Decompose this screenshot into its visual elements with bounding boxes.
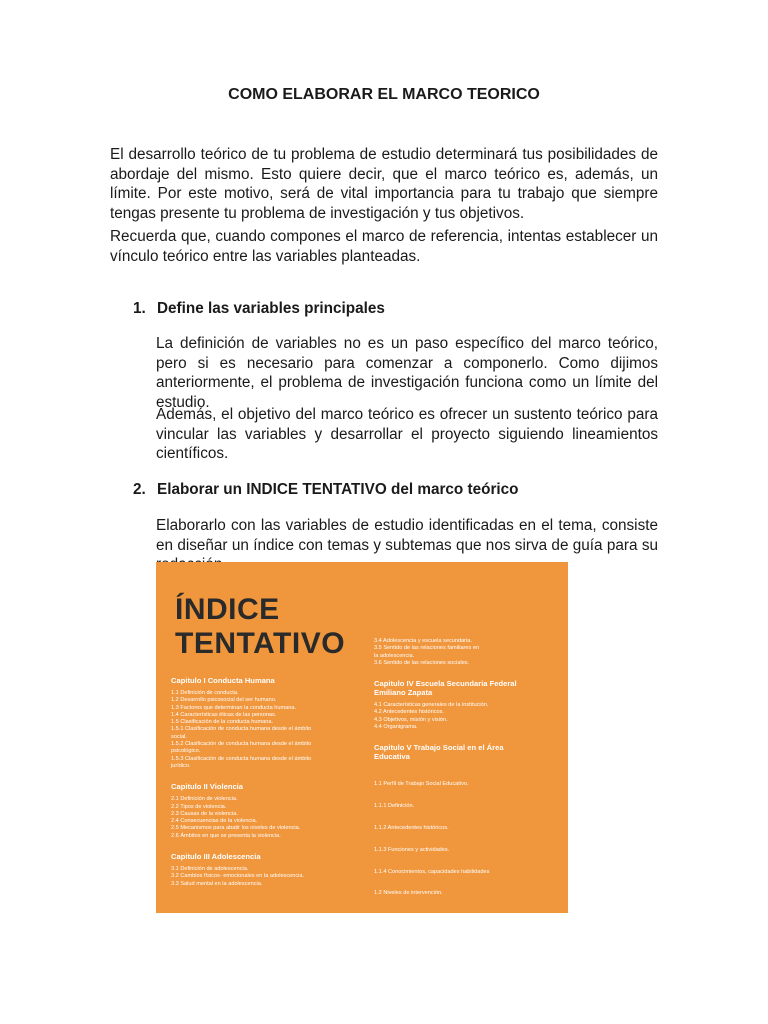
index-line: 3.3 Salud mental en la adolescencia.	[171, 880, 263, 887]
index-line: 2.2 Tipos de violencia.	[171, 803, 227, 810]
chapter-heading: Capitulo II Violencia	[171, 782, 244, 792]
index-line: 6.2 Elaboración del instrumento.	[374, 945, 455, 952]
index-line: 1.5.1 Clasificación de conducta humana desde el ámbito	[171, 726, 312, 733]
index-line: 1.2 Desarrollo psicosocial del ser humano.	[171, 697, 277, 704]
chapter-heading: Capitulo III Adolescencia	[171, 852, 261, 862]
index-line: 4.2 Antecedentes históricos.	[374, 709, 444, 716]
index-line: 2.4 Consecuencias de la violencia.	[171, 818, 258, 825]
index-line: 3.4 Adolescencia y escuela secundaria.	[374, 638, 472, 644]
index-line: 4.1 Características generales de la institución.	[374, 702, 489, 709]
page-title: COMO ELABORAR EL MARCO TEORICO	[228, 86, 540, 103]
index-line: 2.5 Mecanismos para abatir los niveles de violencia.	[171, 825, 301, 832]
index-line: 1.4 Características éticas de las personas.	[171, 711, 277, 718]
index-title: TENTATIVO	[175, 627, 346, 660]
index-title: ÍNDICE	[175, 593, 280, 626]
index-column-left	[171, 676, 371, 888]
chapter-heading-line: Capitulo IV Escuela Secundaria Federal	[374, 679, 517, 689]
index-column-right	[374, 638, 559, 975]
chapter-lines	[171, 690, 371, 770]
index-line: 1.1.3 Funciones y actividades.	[374, 846, 450, 853]
index-line: 6.3 Recolección de datos.	[374, 952, 439, 959]
chapter-lines	[171, 866, 371, 888]
chapter-heading-line: Emiliano Zapata	[374, 688, 433, 698]
index-line: 6.4 Presentación de resultados.	[374, 960, 453, 967]
index-line: 6.1 Definición del universo.	[374, 938, 442, 945]
list-item-body: Además, el objetivo del marco teórico es ofrecer un sustento teórico para vincular las variables y desarrollar el proyecto siguiendo lineamientos científicos.	[156, 406, 658, 463]
list-heading-text: Elaborar un INDICE TENTATIVO del marco teórico	[157, 481, 519, 498]
index-line: 4.4 Organigrama.	[374, 724, 418, 731]
index-line: 2.6 Ámbitos en que se presenta la violencia.	[171, 832, 281, 839]
index-line: 3.1 Definición de adolescencia.	[171, 866, 249, 873]
chapter-heading	[374, 679, 559, 697]
index-line: 3.2 Cambios físicos- emocionales en la adolescencia.	[171, 873, 305, 880]
index-line: 1.5.2 Clasificación de conducta humana desde el ámbito	[171, 741, 312, 748]
chapter-lines	[374, 938, 559, 974]
index-image	[156, 562, 568, 974]
index-line: 1.2 Niveles de intervención.	[374, 890, 443, 897]
index-line: 6.5 Análisis de la información.	[374, 967, 449, 974]
chapter-heading: Capitulo I Conducta Humana	[171, 676, 275, 685]
index-line: 1.5 Clasificación de la conducta humana.	[171, 719, 273, 726]
list-item-heading	[133, 300, 385, 318]
intro-paragraph: El desarrollo teórico de tu problema de estudio determinará tus posibilidades de abordaje del mismo. Esto quiere decir, que el marco teórico es, además, un límite. Por este motivo, será de vital importancia para tu trabajo que siempre tengas presente tu problema de investigación y tus objetivos.	[110, 146, 658, 222]
index-line: 4.3 Objetivos, misión y visión.	[374, 716, 448, 723]
chapter-lines	[374, 766, 559, 912]
chapter-lines	[374, 702, 559, 731]
index-line: 3.6 Sentido de las relaciones sociales.	[374, 659, 470, 666]
index-line: 1.1 Definición de conducta.	[171, 690, 239, 696]
index-line: 1.1.4 Conocimientos, capacidades habilidades	[374, 868, 490, 875]
list-item-body: Elaborarlo con las variables de estudio identificadas en el tema, consiste en diseñar un índice con temas y subtemas que nos sirva de guía para su	[156, 517, 658, 554]
index-line: jurídico.	[171, 762, 191, 769]
index-line: la adolescencia.	[374, 652, 415, 659]
list-number: 2.	[133, 481, 146, 498]
chapter-heading-line: Educativa	[374, 752, 410, 762]
chapter-heading	[374, 743, 559, 761]
index-line: 3.5 Sentido de las relaciones familiares en	[374, 645, 480, 652]
chapter-heading-line: Capitulo V Trabajo Social en el Área	[374, 743, 504, 753]
chapter-lines	[171, 796, 371, 840]
index-line: 2.3 Causas de la violencia.	[171, 810, 238, 817]
chapter-lines	[374, 638, 559, 667]
index-line: 1.3 Factores que determinan la conducta humana.	[171, 704, 297, 711]
index-line: 1.5.3 Clasificación de conducta humana desde el ámbito	[171, 755, 312, 762]
list-item-body: La definición de variables no es un paso específico del marco teórico, pero si es necesario para comenzar a componerlo. Como dijimos anteriormente, el problema de investigación funciona como un límite del estudio.	[156, 335, 658, 411]
index-line: 1.1 Perfil de Trabajo Social Educativo.	[374, 780, 469, 787]
list-number: 1.	[133, 300, 146, 317]
index-line: psicológico.	[171, 748, 201, 755]
chapter-heading: Capitulo VI Investigación de Campo	[374, 924, 504, 934]
index-line: 1.1.1 Definición.	[374, 802, 415, 809]
index-line: social.	[171, 733, 187, 740]
reminder-paragraph: Recuerda que, cuando compones el marco de referencia, intentas establecer un vínculo teórico entre las variables planteadas.	[110, 228, 658, 265]
list-item-heading	[133, 481, 519, 499]
index-line: 1.1.2 Antecedentes históricos.	[374, 824, 449, 831]
index-line: 2.1 Definición de violencia.	[171, 796, 238, 803]
list-heading-text: Define las variables principales	[157, 300, 385, 317]
